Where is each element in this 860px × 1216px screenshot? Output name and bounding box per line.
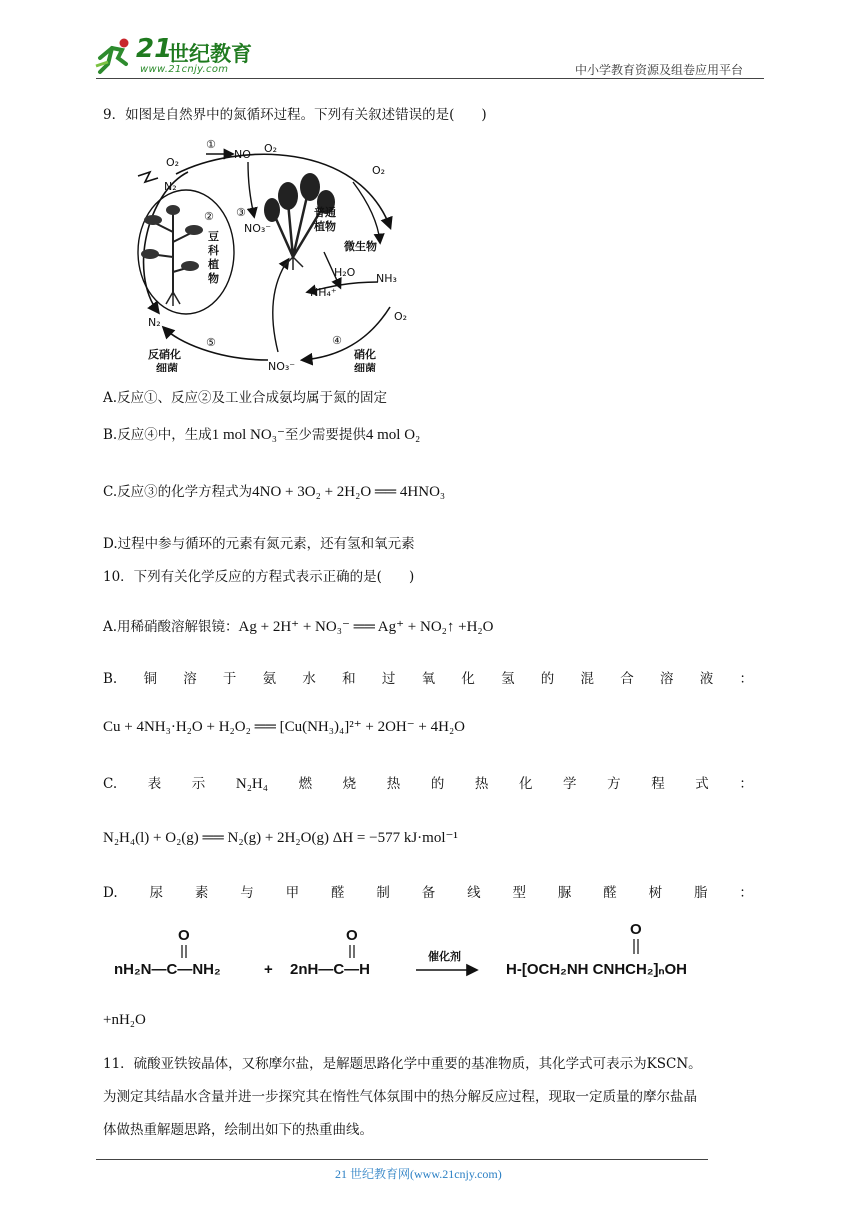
- label-o2-c: O₂: [372, 164, 386, 177]
- label-denit-2: 细菌: [156, 362, 178, 372]
- q9-option-b-mid: 至少需要提供: [284, 427, 366, 443]
- q9-stem: 9．如图是自然界中的氮循环过程。下列有关叙述错误的是( ): [103, 107, 487, 123]
- footer-divider: [96, 1159, 708, 1160]
- label-legume-1: 豆: [208, 230, 219, 243]
- q9-option-b-pre: B.反应④中，生成: [103, 427, 212, 443]
- label-no3-b: NO₃⁻: [268, 360, 296, 372]
- q10-b-word: 氨: [262, 671, 277, 687]
- q10-b-word: ：: [739, 671, 753, 687]
- label-legume-2: 科: [208, 244, 219, 257]
- q9-option-a: A.反应①、反应②及工业合成氨均属于氮的固定: [103, 390, 388, 406]
- q11-line-1: 11．硫酸亚铁铵晶体，又称摩尔盐，是解题思路化学中重要的基准物质，其化学式可表示为KSCN。: [103, 1056, 702, 1072]
- q10-b-word: 水: [302, 671, 316, 687]
- q10-option-a-pre: A.用稀硝酸溶解银镜：: [103, 619, 239, 635]
- label-h2o: H₂O: [334, 266, 356, 279]
- q10-d-word: 素: [194, 885, 209, 901]
- q10-d-word: 型: [512, 885, 527, 901]
- q10-c-word: 式: [695, 776, 709, 792]
- q10-c-word: 热: [474, 776, 489, 792]
- q10-c-word: 的: [430, 776, 445, 792]
- q10-b-word: 混: [580, 671, 595, 687]
- label-nh3: NH₃: [376, 272, 397, 285]
- label-nit-1: 硝化: [354, 348, 376, 361]
- q10-c-word: 程: [651, 776, 665, 792]
- q11-line-3: 体做热重解题思路，绘制出如下的热重曲线。: [103, 1122, 373, 1138]
- q10-d-word: 尿: [149, 885, 164, 901]
- label-n2-top: N₂: [164, 180, 177, 193]
- q10-d-word: 脲: [557, 885, 572, 901]
- q10-c-word: 示: [191, 776, 206, 792]
- q10-b-word: 溶: [660, 671, 674, 687]
- q10-d-word: 制: [376, 885, 390, 901]
- q10-d-word: 树: [648, 885, 663, 901]
- q10-c-word: 热: [386, 776, 401, 792]
- label-o2-d: O₂: [394, 310, 408, 323]
- q10-option-d: [103, 883, 753, 903]
- q10-b-word: 过: [381, 671, 396, 687]
- plus-sign: +: [264, 961, 273, 978]
- label-nit-2: 细菌: [354, 362, 376, 372]
- label-no3-a: NO₃⁻: [244, 222, 272, 235]
- q10-b-word: B.: [103, 671, 118, 687]
- q9-option-c: [103, 482, 445, 502]
- label-circ1: ①: [206, 138, 216, 151]
- q9-option-d: D.过程中参与循环的元素有氮元素，还有氢和氧元素: [103, 536, 415, 552]
- label-plant-2: 植物: [314, 220, 336, 233]
- label-circ2: ②: [204, 210, 214, 223]
- label-legume-4: 物: [208, 272, 219, 285]
- q9-option-c-equation: 4NO + 3O₂ + 2H₂O ══ 4HNO₃: [252, 484, 446, 500]
- q10-option-b-equation: Cu + 4NH₃·H₂O + H₂O₂ ══ [Cu(NH₃)₄]²⁺ + 2OH⁻ + 4H₂O: [103, 719, 466, 735]
- o-atom-2: O: [346, 927, 358, 944]
- o-atom-3: O: [630, 921, 642, 938]
- q10-d-word: 醛: [331, 885, 345, 901]
- runner-logo-icon: [94, 36, 134, 76]
- q10-c-word: 方: [607, 776, 621, 792]
- q10-b-word: 氢: [501, 671, 515, 687]
- q10-c-word: 烧: [342, 776, 357, 792]
- q10-b-word: 化: [461, 671, 475, 687]
- label-o2-a: O₂: [166, 156, 180, 169]
- platform-name: 中小学教育资源及组卷应用平台: [575, 63, 744, 77]
- label-circ4: ④: [332, 334, 342, 347]
- label-circ5: ⑤: [206, 336, 216, 349]
- footer-text[interactable]: 21 世纪教育网(www.21cnjy.com): [335, 1167, 502, 1181]
- q10-option-c: [103, 774, 753, 794]
- q10-d-word: 甲: [285, 885, 300, 901]
- label-n2-bot: N₂: [148, 316, 161, 329]
- label-denit-1: 反硝化: [148, 348, 181, 361]
- q10-option-a: [103, 617, 494, 637]
- site-logo: [94, 34, 274, 78]
- q10-c-word: 学: [563, 776, 577, 792]
- q10-b-word: 的: [540, 671, 555, 687]
- q9-option-b-formula-1: 1 mol NO₃⁻: [211, 427, 285, 443]
- q10-c-word: 化: [518, 776, 533, 792]
- q10-c-word: C.: [103, 776, 118, 792]
- q10-d-word: ：: [739, 885, 753, 901]
- q10-d-word: 与: [240, 885, 254, 901]
- q10-d-word: 脂: [694, 885, 708, 901]
- q10-c-word: ：: [739, 776, 753, 792]
- resin-product: H-[OCH₂NH CNHCH₂]ₙOH: [506, 961, 687, 978]
- o-atom-1: O: [178, 927, 190, 944]
- logo-number: 21: [136, 34, 173, 64]
- q10-d-word: 线: [467, 885, 481, 901]
- q10-c-word: 燃: [298, 776, 313, 792]
- q10-b-word: 液: [699, 671, 714, 687]
- q9-option-b: [103, 425, 420, 445]
- label-legume-3: 植: [208, 258, 219, 271]
- q10-b-word: 铜: [143, 671, 157, 687]
- label-o2-b: O₂: [264, 142, 278, 155]
- catalyst-label: 催化剂: [428, 950, 461, 963]
- label-microbe: 微生物: [344, 240, 377, 253]
- label-no: NO: [234, 148, 251, 161]
- q11-line-2: 为测定其结晶水含量并进一步探究其在惰性气体氛围中的热分解反应过程，现取一定质量的摩尔盐晶: [103, 1089, 697, 1105]
- q10-b-word: 溶: [183, 671, 197, 687]
- q10-option-a-equation: Ag + 2H⁺ + NO₃⁻ ══ Ag⁺ + NO₂↑ +H₂O: [238, 619, 494, 635]
- logo-url: www.21cnjy.com: [140, 64, 229, 75]
- q10-b-word: 合: [620, 671, 634, 687]
- q9-option-b-formula-2: 4 mol O₂: [365, 427, 421, 443]
- label-circ3: ③: [236, 206, 246, 219]
- q9-option-c-pre: C.反应③的化学方程式为: [103, 484, 253, 500]
- logo-text: 世纪教育: [168, 42, 252, 66]
- q10-option-c-equation: N₂H₄(l) + O₂(g) ══ N₂(g) + 2H₂O(g) ΔH = −577 kJ·mol⁻¹: [103, 830, 458, 846]
- q10-c-formula: N₂H₄: [235, 776, 268, 792]
- header-divider: [96, 78, 764, 79]
- q10-c-word: 表: [147, 776, 162, 792]
- q10-d-word: 醛: [603, 885, 617, 901]
- label-nh4: NH₄⁺: [310, 286, 337, 299]
- q10-option-b: [103, 669, 753, 689]
- urea-reactant: nH₂N—C—NH₂: [114, 961, 221, 978]
- q10-option-d-tail: +nH₂O: [103, 1012, 146, 1028]
- q10-b-word: 氧: [421, 671, 436, 687]
- formaldehyde-reactant: 2nH—C—H: [290, 961, 371, 978]
- nitrogen-cycle-diagram: [128, 132, 430, 372]
- urea-formaldehyde-equation: [100, 918, 760, 996]
- q10-stem: 10．下列有关化学反应的方程式表示正确的是( ): [103, 569, 415, 585]
- q10-d-word: D.: [103, 885, 118, 901]
- q10-b-word: 和: [342, 671, 356, 687]
- label-plant-1: 普通: [314, 206, 336, 219]
- q10-b-word: 于: [222, 671, 237, 687]
- q10-d-word: 备: [421, 885, 436, 901]
